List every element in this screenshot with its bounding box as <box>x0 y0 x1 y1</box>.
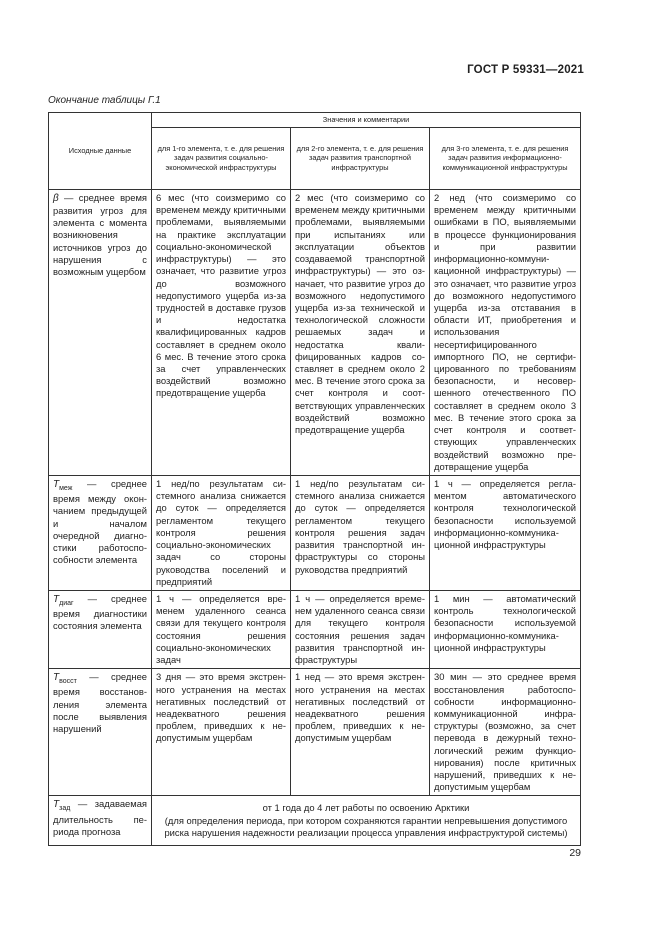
param-symbol: $T_{диаг}$ <box>53 593 74 607</box>
row-param-beta <box>49 189 152 475</box>
param-symbol: β <box>53 192 59 204</box>
forecast-period-value: от 1 года до 4 лет работы по освоению Арктики <box>262 802 470 814</box>
forecast-period-note: (для определения периода, при котором сохраняются гарантии непревышения допустимого риска нарушения надежности реализации процесса управления инфраструктурой системы) <box>164 814 568 838</box>
cell-element-3: 30 мин — это среднее время восстановления работоспособности информационно-коммуникационной инфраструктуры (возможно, за счет перевода в дежурный технологический режим функционирования) после критичных нарушений, приведших к недопустимым ущербам <box>430 669 581 796</box>
param-label: — среднее время развития угроз для элемента с момента возникновения источников угроз до нарушения с возможным ущербом <box>53 191 147 278</box>
table-row <box>49 590 581 668</box>
cell-element-2: 1 нед/по результатам системного анализа снижается до суток — определяется регламентом текущего контроля решения задач развития транспортной инфраструктуры со стороны руководства предприятий <box>291 476 430 591</box>
param-symbol: $T_{восст}$ <box>53 672 77 686</box>
cell-element-1: 3 дня — это время экстренного устранения на местах негативных последствий от неадекватного решения проблем, приведших к недопустимым ущербам <box>152 669 291 796</box>
table-row <box>49 476 581 591</box>
cell-element-3: 1 мин — автоматический контроль технологической безопасности используемой информационно-коммуникационной инфраструктуры <box>430 590 581 668</box>
param-symbol: $T_{зад}$ <box>53 799 71 813</box>
col-header-source-data: Исходные данные <box>49 113 152 190</box>
cell-element-1: 6 мес (что соизмеримо со временем между критичными проблемами, выявляемыми на практике эксплуатации социально-экономической инфраструктуры) — это означает, что развитие угроз до возможного недопустимого ущерба из-за трудностей в доставке грузов и недостатка квалифицированных кадров составляет в среднем около 6 мес. В течение этого срока за счет управленческих воздействий возможно предотвращение ущерба <box>152 189 291 475</box>
col-header-values: Значения и комментарии <box>152 113 581 128</box>
row-param-t-vosst <box>49 669 152 796</box>
cell-element-2: 1 ч — определяется временем удаленного сеанса связи для текущего контроля состояния решения задач развития транспортной инфраструктуры <box>291 590 430 668</box>
param-label: — среднее время между окончанием предыдущей и началом очередной диагностики работоспособности элемента <box>53 478 147 566</box>
param-symbol: $T_{меж}$ <box>53 479 73 493</box>
cell-element-2: 1 нед — это время экстренного устранения на местах негативных последствий от неадекватного решения проблем, приведших к недопустимым ущербам <box>291 669 430 796</box>
cell-element-3: 1 ч — определяется регламентом автоматического контроля технологической безопасности используемой информационно-коммуникационной инфраструктуры <box>430 476 581 591</box>
subheader-element-1: для 1-го элемента, т. е. для решения задач развития социально-экономической инфраструктуры <box>152 127 291 189</box>
standard-designation: ГОСТ Р 59331—2021 <box>467 64 584 76</box>
param-label: — задаваемая длительность периода прогноза <box>53 798 147 837</box>
row-param-t-mezh <box>49 476 152 591</box>
table-caption: Окончание таблицы Г.1 <box>48 95 161 106</box>
row-param-t-zad <box>49 796 152 846</box>
cell-element-3: 2 нед (что соизмеримо со временем между критичными ошибками в ПО, выявляемыми в процессе функционирования и при развитии информационно-коммуникационной инфраструктуры) — это означает, что развитие угроз до возможного недопустимого ущерба из-за отставания в области ИТ, приобретения и использования несертифицированного импортного ПО, не сертифицированного по требованиям безопасности, и несовершенного отечественного ПО составляет в среднем около 3 мес. В течение этого срока за счет контроля и соответствующих управленческих воздействий возможно предотвращение ущерба <box>430 189 581 475</box>
requirements-table <box>48 112 581 846</box>
page-number: 29 <box>569 847 581 859</box>
cell-forecast-period <box>152 796 581 846</box>
row-param-t-diag <box>49 590 152 668</box>
param-label: — среднее время восстановления элемента после выявления нарушений <box>53 671 147 735</box>
table-row <box>49 189 581 475</box>
cell-element-2: 2 мес (что соизмеримо со временем между критичными проблемами, выявляемыми при испытаниях или эксплуатации объектов создаваемой транспортной инфраструктуры) — это означает, что развитие угроз до возможного недопустимого ущерба из-за технической и технологической сложности решаемых задач и недостатка квалифицированных кадров составляет в среднем около 2 мес. В течение этого срока за счет контроля и соответствующих управленческих воздействий возможно предотвращение ущерба <box>291 189 430 475</box>
subheader-element-2: для 2-го элемента, т. е. для решения задач развития транспортной инфраструктуры <box>291 127 430 189</box>
table-header-row <box>49 113 581 128</box>
cell-element-1: 1 ч — определяется временем удаленного сеанса связи для текущего контроля состояния решения социально-экономических задач <box>152 590 291 668</box>
cell-element-1: 1 нед/по результатам системного анализа снижается до суток — определяется регламентом текущего контроля решения социально-экономических задач со стороны руководства поселений и предприятий <box>152 476 291 591</box>
subheader-element-3: для 3-го элемента, т. е. для решения задач развития информационно-коммуникационной инфраструктуры <box>430 127 581 189</box>
table-row <box>49 669 581 796</box>
table-row <box>49 796 581 846</box>
param-label: — среднее время диагностики состояния элемента <box>53 592 147 632</box>
